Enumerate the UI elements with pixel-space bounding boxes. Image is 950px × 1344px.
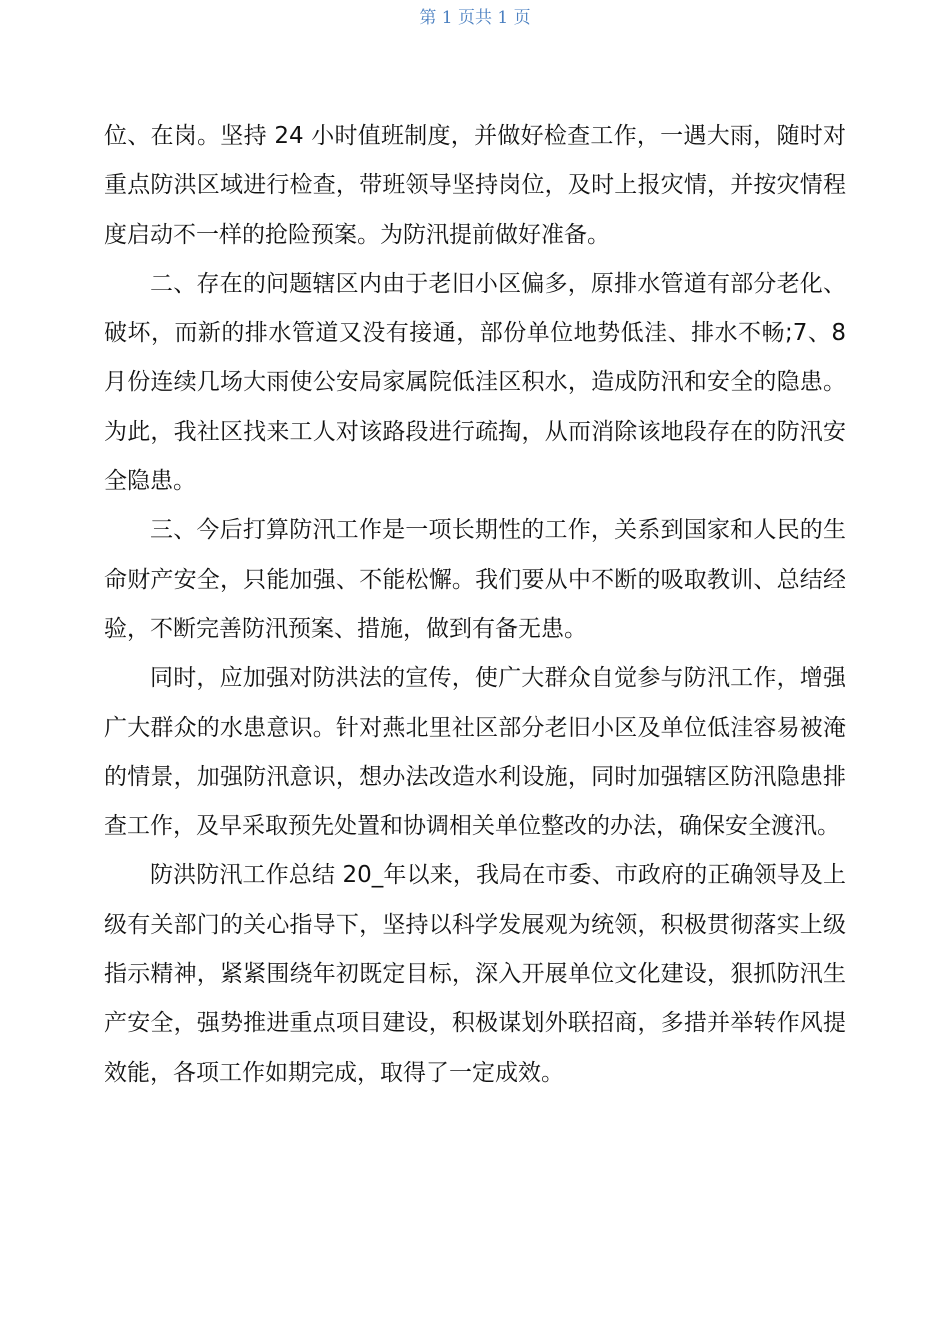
paragraph-1: 位、在岗。坚持 24 小时值班制度，并做好检查工作，一遇大雨，随时对重点防洪区域进行检查，带班领导坚持岗位，及时上报灾情，并按灾情程度启动不一样的抢险预案。为防汛提前做好准备。 xyxy=(104,123,846,248)
paragraph-3: 三、今后打算防汛工作是一项长期性的工作，关系到国家和人民的生命财产安全，只能加强、不能松懈。我们要从中不断的吸取教训、总结经验，不断完善防汛预案、措施，做到有备无患。 xyxy=(104,517,846,642)
page-number-header: 第 1 页共 1 页 xyxy=(419,8,531,28)
paragraph-4: 同时，应加强对防洪法的宣传，使广大群众自觉参与防汛工作，增强广大群众的水患意识。针对燕北里社区部分老旧小区及单位低洼容易被淹的情景，加强防汛意识，想办法改造水利设施，同时加强辖区防汛隐患排查工作，及早采取预先处置和协调相关单位整改的办法，确保安全渡汛。 xyxy=(104,665,846,840)
paragraph-5: 防洪防汛工作总结 20_年以来，我局在市委、市政府的正确领导及上级有关部门的关心指导下，坚持以科学发展观为统领，积极贯彻落实上级指示精神，紧紧围绕年初既定目标，深入开展单位文化建设，狠抓防汛生产安全，强势推进重点项目建设，积极谋划外联招商，多措并举转作风提效能，各项工作如期完成，取得了一定成效。 xyxy=(104,862,846,1086)
paragraph-2: 二、存在的问题辖区内由于老旧小区偏多，原排水管道有部分老化、破坏，而新的排水管道又没有接通，部份单位地势低洼、排水不畅;7、8 月份连续几场大雨使公安局家属院低洼区积水，造成防汛和安全的隐患。为此，我社区找来工人对该路段进行疏掏，从而消除该地段存在的防汛安全隐患。 xyxy=(104,270,846,495)
document-body xyxy=(104,112,846,1098)
